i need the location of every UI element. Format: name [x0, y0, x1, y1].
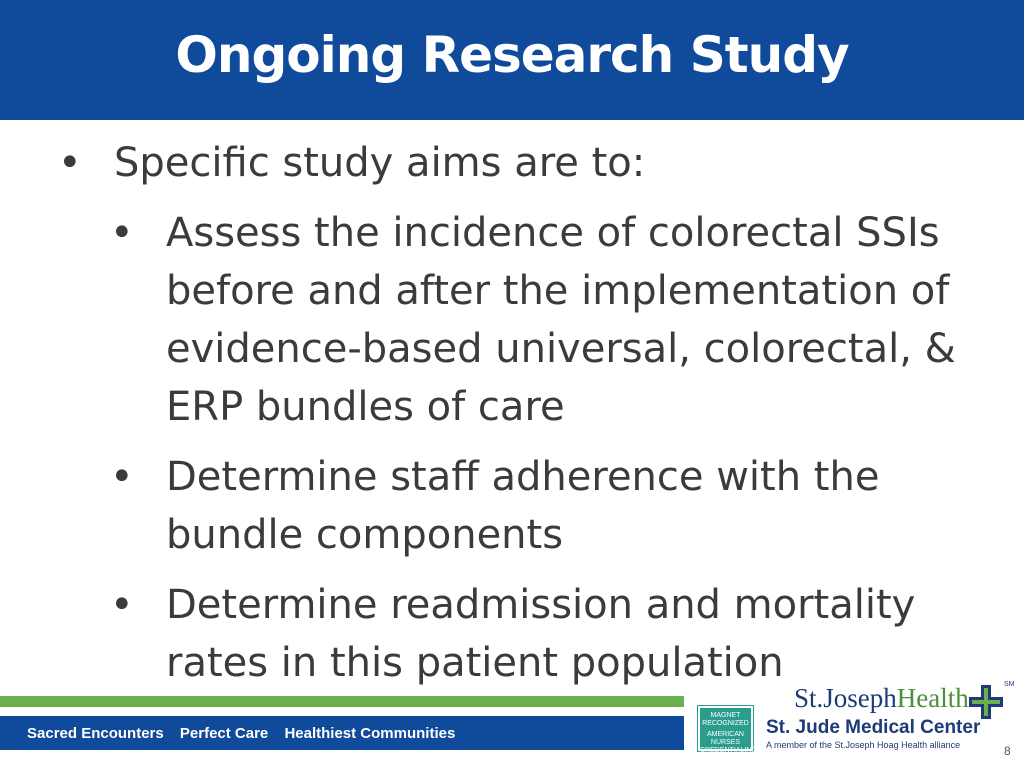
bullet-icon: •	[110, 582, 134, 628]
aim-line: ERP bundles of care	[166, 384, 565, 430]
aim-line: before and after the implementation of	[166, 268, 950, 314]
cross-icon	[968, 684, 1004, 720]
alliance-line: A member of the St.Joseph Hoag Health alliance	[766, 740, 961, 750]
tagline-item: Healthiest Communities	[284, 725, 456, 742]
brand-health: Health	[896, 683, 969, 713]
aim-line: Determine staff adherence with the	[166, 454, 880, 500]
tagline-item: Sacred Encounters	[27, 725, 164, 742]
bullet-icon: •	[110, 454, 134, 500]
aim-line: evidence-based universal, colorectal, &	[166, 326, 956, 372]
st-joseph-health-logo	[794, 683, 969, 714]
tagline-item: Perfect Care	[179, 725, 269, 742]
bullet-icon: •	[110, 210, 134, 256]
aim-line: Determine readmission and mortality	[166, 582, 916, 628]
service-mark: SM	[1004, 681, 1015, 688]
brand-st-joseph: St.Joseph	[794, 683, 897, 713]
footer-tagline	[27, 725, 467, 742]
bullet-icon: •	[58, 140, 82, 186]
center-name: St. Jude Medical Center	[766, 717, 981, 738]
intro-text: Specific study aims are to:	[114, 140, 646, 186]
aim-line: Assess the incidence of colorectal SSIs	[166, 210, 940, 256]
magnet-badge-logo: MAGNET RECOGNIZED AMERICAN NURSES CREDENTIALING CENTER	[698, 706, 753, 751]
page-number: 8	[1004, 744, 1011, 758]
slide-title: Ongoing Research Study	[175, 26, 849, 84]
aim-line: rates in this patient population	[166, 640, 784, 686]
aim-line: bundle components	[166, 512, 564, 558]
footer-green-strip	[0, 696, 684, 707]
